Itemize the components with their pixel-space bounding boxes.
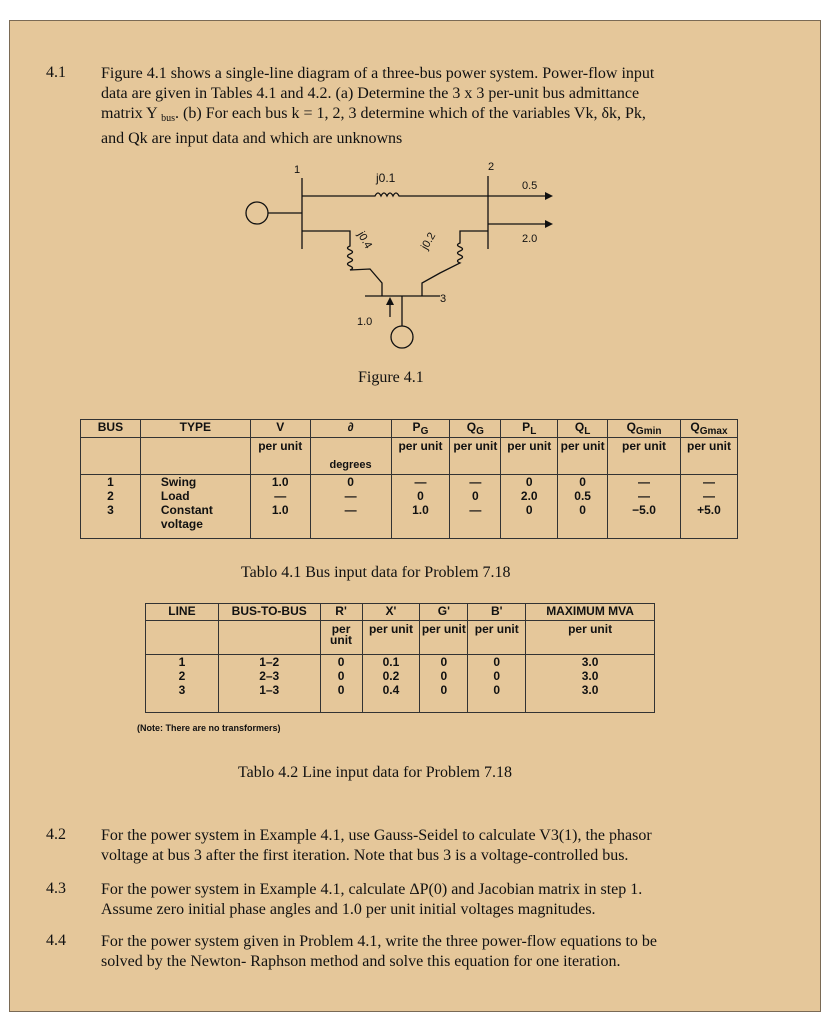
table-4-1-caption: Tablo 4.1 Bus input data for Problem 7.18 [241,564,511,581]
problem-4-4-text [101,932,801,972]
arrow-head-icon [545,220,553,228]
bus-1-label: 1 [294,164,301,176]
unit-cell [146,621,219,655]
col-header [391,420,450,438]
text-span: matrix Y [101,105,158,122]
header-text: P [522,420,531,434]
ql-column: 0 0.5 0 [558,475,608,539]
unit-cell: per unit [468,621,526,655]
figure-caption: Figure 4.1 [358,369,424,386]
bus-column: 1 2 3 [81,475,141,539]
text-line: For the power system in Example 4.1, use Gauss-Seidel to calculate V3(1), the phasor [101,827,652,844]
col-header [608,420,681,438]
subscript: bus [161,113,176,124]
pl-column: 0 2.0 0 [501,475,558,539]
unit-cell: per unit [391,438,450,475]
col-header: BUS-TO-BUS [218,604,320,621]
document-page [9,20,821,1012]
problem-4-3-text [101,880,801,920]
text-line: solved by the Newton- Raphson method and solve this equation for one iteration. [101,953,621,970]
text-line: data are given in Tables 4.1 and 4.2. (a) Determine the 3 x 3 per-unit bus admittance [101,85,640,102]
col-header: G' [420,604,468,621]
text-span: . (b) For each bus k = 1, 2, 3 determine which of the variables Vk, δk, Pk, [175,105,646,122]
generator-3-icon [391,326,413,348]
col-header: V [250,420,310,438]
header-text: Q [690,420,700,434]
col-header [558,420,608,438]
load-p-label: 2.0 [522,233,538,245]
b-column: 0 0 0 [468,655,526,713]
col-header: LINE [146,604,219,621]
problem-number: 4.4 [46,932,66,949]
single-line-diagram [10,21,822,401]
v-column: 1.0 — 1.0 [250,475,310,539]
line-column: 1 2 3 [146,655,219,713]
text-line: and Qk are input data and which are unknowns [101,130,403,147]
bus-to-bus-column: 1–2 2–3 1–3 [218,655,320,713]
unit-cell: per unit [608,438,681,475]
col-header: B' [468,604,526,621]
text-line: voltage at bus 3 after the first iteration. Note that bus 3 is a voltage-controlled bus. [101,847,629,864]
unit-cell: per unit [320,621,362,655]
col-header: BUS [81,420,141,438]
header-text: Q [574,420,585,434]
table-note: (Note: There are no transformers) [137,723,281,733]
subscript: Gmax [699,426,728,437]
line-input-table [145,603,655,713]
qgmax-column: — — +5.0 [680,475,737,539]
problem-number: 4.3 [46,880,66,897]
mva-column: 3.0 3.0 3.0 [526,655,655,713]
text-line: Assume zero initial phase angles and 1.0 per unit initial voltages magnitudes. [101,901,596,918]
z12-label: j0.1 [376,171,396,185]
type-column: Swing Load Constant voltage [140,475,250,539]
generator-1-icon [246,202,268,224]
bus-input-table [80,419,738,539]
subscript: Gmin [635,426,662,437]
header-text: P [412,420,421,434]
col-header [501,420,558,438]
bus-3-label: 3 [440,293,447,305]
gen3-label: 1.0 [357,316,373,328]
x-column: 0.1 0.2 0.4 [362,655,420,713]
arrow-head-icon [386,297,394,305]
col-header [680,420,737,438]
unit-cell: per unit [558,438,608,475]
unit-cell: per unit [680,438,737,475]
header-text: Q [626,420,636,434]
subscript: L [530,426,537,437]
z23-label: j0.2 [419,230,439,252]
problem-4-2-text [101,826,801,866]
unit-cell [81,438,141,475]
unit-cell: per unit [420,621,468,655]
col-header: ∂ [310,420,391,438]
col-header: MAXIMUM MVA [526,604,655,621]
problem-number: 4.1 [46,64,66,81]
z13-label: j0.4 [354,229,375,251]
qg-column: — 0 — [450,475,501,539]
col-header: TYPE [140,420,250,438]
load-q-label: 0.5 [522,180,538,192]
col-header: X' [362,604,420,621]
line-1-2-reactance [302,193,488,196]
unit-cell: per unit [501,438,558,475]
unit-cell: degrees [310,438,391,475]
text-line: For the power system given in Problem 4.1, write the three power-flow equations to be [101,933,657,950]
text-line: Figure 4.1 shows a single-line diagram of a three-bus power system. Power-flow input [101,65,655,82]
subscript: G [476,426,484,437]
unit-cell: per unit [526,621,655,655]
table-4-2-caption: Tablo 4.2 Line input data for Problem 7.18 [238,764,512,781]
subscript: L [584,426,591,437]
unit-cell: per unit [362,621,420,655]
qgmin-column: — — −5.0 [608,475,681,539]
pg-column: — 0 1.0 [391,475,450,539]
r-column: 0 0 0 [320,655,362,713]
col-header [450,420,501,438]
unit-cell [218,621,320,655]
arrow-head-icon [545,192,553,200]
header-text: Q [466,420,477,434]
subscript: G [420,426,429,437]
col-header: R' [320,604,362,621]
bus-2-label: 2 [488,161,495,173]
unit-cell: per unit [450,438,501,475]
text-line: For the power system in Example 4.1, calculate ΔP(0) and Jacobian matrix in step 1. [101,881,643,898]
unit-cell: per unit [250,438,310,475]
g-column: 0 0 0 [420,655,468,713]
unit-cell [140,438,250,475]
problem-number: 4.2 [46,826,66,843]
delta-column: 0 — — [310,475,391,539]
